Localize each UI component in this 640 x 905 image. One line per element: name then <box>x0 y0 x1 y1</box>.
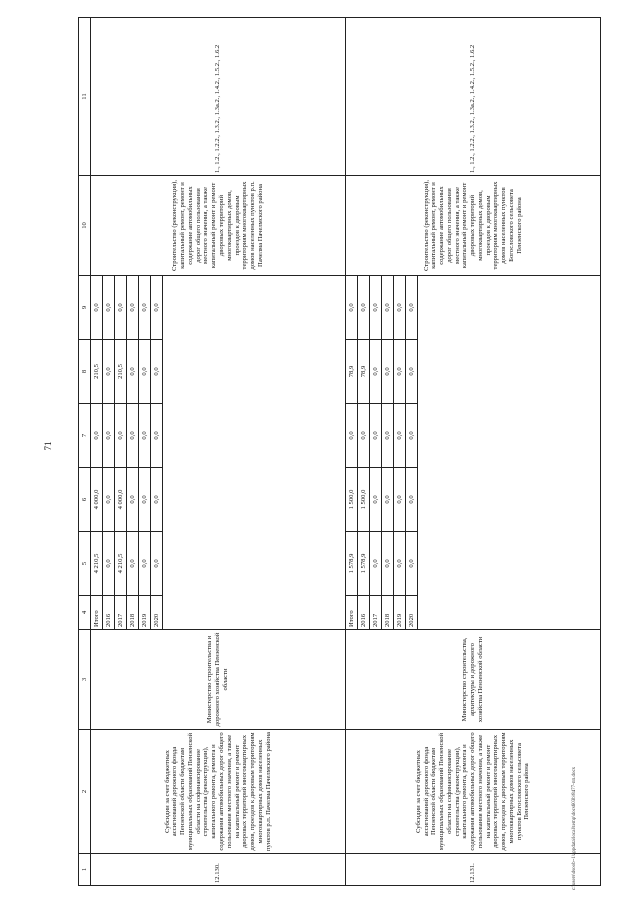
regional-budget-cell: 0,0 <box>382 468 394 532</box>
indicator-refs: 1., 1.2., 1.2.2., 1.3.2., 1.3а.2., 1.4.2., 1.5.2., 1.6.2 <box>346 18 601 176</box>
year-cell: Итого <box>91 596 103 630</box>
total-cell: 1 578,9 <box>358 532 370 596</box>
local-budget-cell: 0,0 <box>103 340 115 404</box>
header-cell-1: 1 <box>79 854 91 886</box>
total-cell: 0,0 <box>382 532 394 596</box>
regional-budget-cell: 0,0 <box>406 468 418 532</box>
indicator-refs: 1., 1.2., 1.2.2., 1.3.2., 1.3а.2., 1.4.2., 1.5.2., 1.6.2 <box>91 18 346 176</box>
regional-budget-cell: 0,0 <box>151 468 163 532</box>
total-cell: 0,0 <box>394 532 406 596</box>
program-table <box>78 17 601 886</box>
empty-year-filler <box>418 276 601 630</box>
federal-budget-cell: 0,0 <box>370 404 382 468</box>
header-cell-9: 9 <box>79 276 91 340</box>
year-cell: 2018 <box>382 596 394 630</box>
regional-budget-cell: 4 000,0 <box>91 468 103 532</box>
total-cell: 4 210,5 <box>91 532 103 596</box>
regional-budget-cell: 0,0 <box>394 468 406 532</box>
header-cell-8: 8 <box>79 340 91 404</box>
executor: Министерство строительства, архитектуры и дорожного хозяйства Пензенской области <box>346 630 601 730</box>
year-cell: 2016 <box>358 596 370 630</box>
header-cell-5: 5 <box>79 532 91 596</box>
total-cell: 1 578,9 <box>346 532 358 596</box>
page-number: 71 <box>43 441 53 451</box>
table-row <box>91 18 103 886</box>
regional-budget-cell: 4 000,0 <box>115 468 127 532</box>
header-cell-6: 6 <box>79 468 91 532</box>
total-cell: 0,0 <box>103 532 115 596</box>
measure-name: Субсидии за счет бюджетных ассигнований дорожного фонда Пензенской области бюджетам муниципальных образований Пензенской области на софинансирование строительства (реконструкции), капитального ремонта, ремонта и содержания автомобильных дорог общего пользования местного значения, а также на капитальный ремонт и ремонт дворовых территорий многоквартирных домов, проездов к дворовым территориям многоквартирных домов населенных пунктов р.п. Пачелма Пачелмского района <box>91 730 346 854</box>
regional-budget-cell: 0,0 <box>103 468 115 532</box>
federal-budget-cell: 0,0 <box>382 404 394 468</box>
header-cell-3: 3 <box>79 630 91 730</box>
other-sources-cell: 0,0 <box>382 276 394 340</box>
year-cell: 2016 <box>103 596 115 630</box>
executor: Министерство строительства и дорожного хозяйства Пензенской области <box>91 630 346 730</box>
measure-name: Субсидии за счет бюджетных ассигнований дорожного фонда Пензенской области бюджетам муниципальных образований Пензенской области на софинансирование строительства (реконструкции), капитального ремонта, ремонта и содержания автомобильных дорог общего пользования местного значения, а также на капитальный ремонт и ремонт дворовых территорий многоквартирных домов, проездов к дворовым территориям многоквартирных домов населенных пунктов Богословского сельсовета Пензенского района <box>346 730 601 854</box>
federal-budget-cell: 0,0 <box>127 404 139 468</box>
federal-budget-cell: 0,0 <box>115 404 127 468</box>
federal-budget-cell: 0,0 <box>103 404 115 468</box>
year-cell: 2019 <box>394 596 406 630</box>
other-sources-cell: 0,0 <box>151 276 163 340</box>
row-number: 12.131. <box>346 854 601 886</box>
year-cell: 2020 <box>406 596 418 630</box>
footer-file-path: c:\users\dsoob~1\appdata\local\temp\docs603b\8477-пп.docx <box>572 766 577 890</box>
federal-budget-cell: 0,0 <box>139 404 151 468</box>
expected-result: Строительство (реконструкция), капитальный ремонт, ремонт и содержание автомобильных дорог общего пользования местного значения, а также капитальный ремонт и ремонт дворовых территорий многоквартирных домов, проездов к дворовым территориям многоквартирных домов населенных пунктов р.п. Пачелма Пачелмского района <box>91 176 346 276</box>
local-budget-cell: 0,0 <box>139 340 151 404</box>
other-sources-cell: 0,0 <box>394 276 406 340</box>
local-budget-cell: 0,0 <box>151 340 163 404</box>
expected-result: Строительство (реконструкция), капитальный ремонт, ремонт и содержание автомобильных дорог общего пользования местного значения, а также капитальный ремонт и ремонт дворовых территорий многоквартирных домов, проездов к дворовым территориям многоквартирных домов населенных пунктов Богословского сельсовета Пензенского района <box>346 176 601 276</box>
other-sources-cell: 0,0 <box>91 276 103 340</box>
program-table-wrapper <box>78 18 572 886</box>
total-cell: 4 210,5 <box>115 532 127 596</box>
local-budget-cell: 0,0 <box>394 340 406 404</box>
year-cell: 2017 <box>115 596 127 630</box>
other-sources-cell: 0,0 <box>139 276 151 340</box>
year-cell: 2017 <box>370 596 382 630</box>
total-cell: 0,0 <box>139 532 151 596</box>
local-budget-cell: 0,0 <box>370 340 382 404</box>
header-cell-2: 2 <box>79 730 91 854</box>
total-cell: 0,0 <box>370 532 382 596</box>
federal-budget-cell: 0,0 <box>394 404 406 468</box>
year-cell: 2020 <box>151 596 163 630</box>
header-cell-7: 7 <box>79 404 91 468</box>
table-row <box>346 18 358 886</box>
federal-budget-cell: 0,0 <box>346 404 358 468</box>
year-cell: 2018 <box>127 596 139 630</box>
total-cell: 0,0 <box>406 532 418 596</box>
total-cell: 0,0 <box>151 532 163 596</box>
header-cell-4: 4 <box>79 596 91 630</box>
row-number: 12.130. <box>91 854 346 886</box>
header-cell-11: 11 <box>79 18 91 176</box>
other-sources-cell: 0,0 <box>103 276 115 340</box>
local-budget-cell: 0,0 <box>127 340 139 404</box>
regional-budget-cell: 0,0 <box>139 468 151 532</box>
local-budget-cell: 210,5 <box>91 340 103 404</box>
year-cell: Итого <box>346 596 358 630</box>
federal-budget-cell: 0,0 <box>91 404 103 468</box>
local-budget-cell: 0,0 <box>382 340 394 404</box>
year-cell: 2019 <box>139 596 151 630</box>
total-cell: 0,0 <box>127 532 139 596</box>
federal-budget-cell: 0,0 <box>406 404 418 468</box>
local-budget-cell: 210,5 <box>115 340 127 404</box>
regional-budget-cell: 0,0 <box>370 468 382 532</box>
local-budget-cell: 78,9 <box>358 340 370 404</box>
regional-budget-cell: 1 500,0 <box>346 468 358 532</box>
regional-budget-cell: 1 500,0 <box>358 468 370 532</box>
regional-budget-cell: 0,0 <box>127 468 139 532</box>
header-row <box>79 18 91 886</box>
other-sources-cell: 0,0 <box>358 276 370 340</box>
local-budget-cell: 0,0 <box>406 340 418 404</box>
local-budget-cell: 78,9 <box>346 340 358 404</box>
empty-year-filler <box>163 276 346 630</box>
program-table-rotated <box>78 18 572 886</box>
other-sources-cell: 0,0 <box>370 276 382 340</box>
federal-budget-cell: 0,0 <box>358 404 370 468</box>
other-sources-cell: 0,0 <box>346 276 358 340</box>
other-sources-cell: 0,0 <box>406 276 418 340</box>
federal-budget-cell: 0,0 <box>151 404 163 468</box>
header-cell-10: 10 <box>79 176 91 276</box>
other-sources-cell: 0,0 <box>115 276 127 340</box>
other-sources-cell: 0,0 <box>127 276 139 340</box>
